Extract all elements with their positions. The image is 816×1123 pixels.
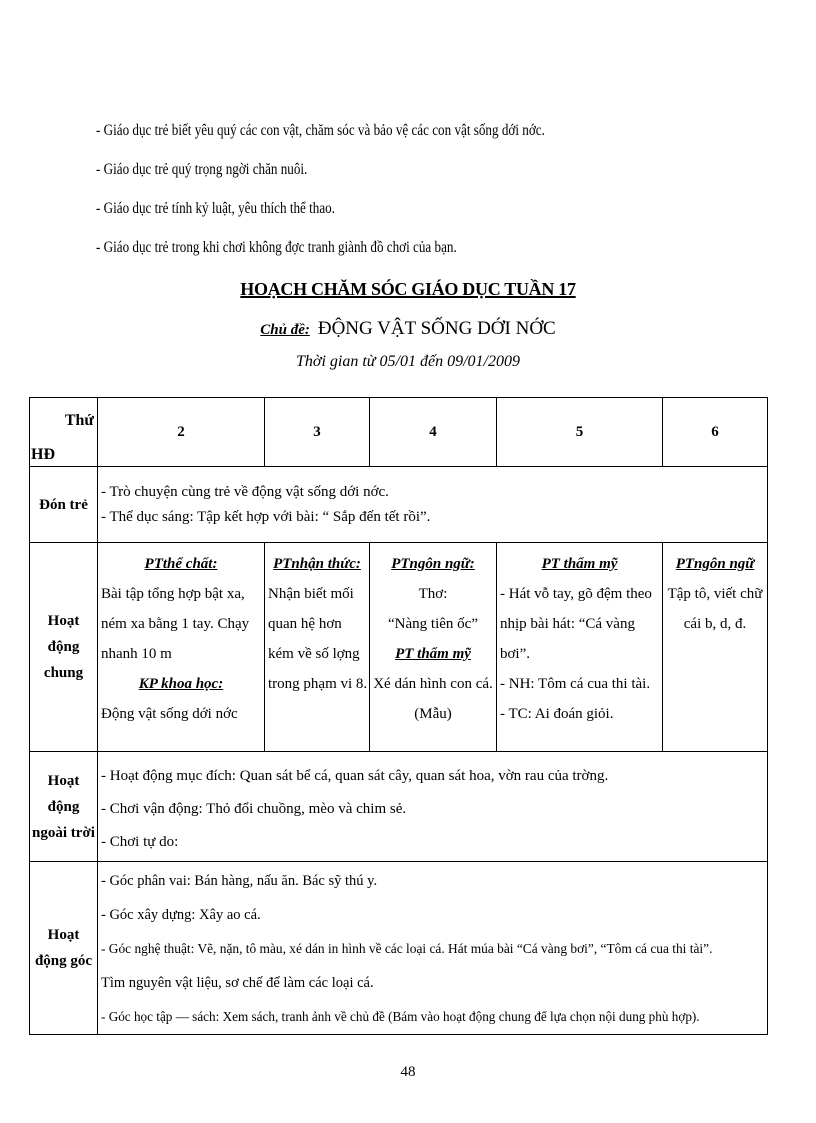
period-line: Thời gian từ 05/01 đến 09/01/2009 <box>296 353 520 370</box>
chung-2-line-2: ném xa bằng 1 tay. Chạy <box>101 616 250 632</box>
chung-3-line-2: quan hệ hơn <box>268 616 342 632</box>
content-hoat-dong-goc <box>98 862 768 1035</box>
day-5: 5 <box>497 398 663 467</box>
chung-3-line-3: kém về số lợng <box>268 646 360 662</box>
content-ngoai-troi <box>98 752 768 862</box>
chung-4-line-4: (Mẫu) <box>414 706 452 722</box>
subject-pt-the-chat: PTthể chất: <box>144 556 218 572</box>
chung-day-6 <box>663 543 768 752</box>
label-hoat-dong-chung <box>30 543 98 752</box>
chung-day-4 <box>370 543 497 752</box>
goc-line-3: - Góc nghệ thuật: Vẽ, nặn, tô màu, xé dán in hình về các loại cá. Hát múa bài “Cá vàng bơi”, “Tôm cá cua thi tài”. <box>101 941 713 956</box>
goal-line-3: - Giáo dục trẻ tính kỷ luật, yêu thích thể thao. <box>96 200 336 217</box>
ngoai-line-2: - Chơi vận động: Thỏ đổi chuồng, mèo và chim sẻ. <box>101 801 407 817</box>
chung-5-line-2: nhịp bài hát: “Cá vàng <box>500 616 635 632</box>
chung-2-line-4: Động vật sống dới nớc <box>101 706 238 722</box>
chung-day-2 <box>98 543 265 752</box>
label-hoat-dong-goc <box>30 862 98 1035</box>
ngoai-line-1: - Hoạt động mục đích: Quan sát bể cá, quan sát cây, quan sát hoa, vờn rau của trờng. <box>101 768 609 784</box>
ngoai-line-3: - Chơi tự do: <box>101 834 179 850</box>
chung-3-line-4: trong phạm vi 8. <box>268 676 368 692</box>
label-don-tre: Đón trẻ <box>30 467 98 543</box>
subject-pt-tham-my: PT thẩm mỹ <box>395 646 471 662</box>
subject-pt-tham-my-5: PT thẩm mỹ <box>541 556 618 572</box>
day-6: 6 <box>663 398 768 467</box>
chung-5-line-4: - NH: Tôm cá cua thi tài. <box>500 676 651 692</box>
chung-3-line-1: Nhận biết mối <box>268 586 354 602</box>
chung-day-5 <box>497 543 663 752</box>
chung-6-line-2: cái b, d, đ. <box>683 616 747 632</box>
goal-line-2: - Giáo dục trẻ quý trọng ngời chăn nuôi. <box>96 161 308 178</box>
chung-5-line-5: - TC: Ai đoán giỏi. <box>500 706 614 722</box>
subject-pt-ngon-ngu: PTngôn ngữ: <box>391 556 475 572</box>
schedule-table <box>29 397 768 1035</box>
header-row <box>30 398 768 467</box>
corner-top: Thứ <box>64 412 94 429</box>
day-4: 4 <box>370 398 497 467</box>
chung-6-line-1: Tập tô, viết chữ <box>667 586 763 602</box>
label-chung-3: chung <box>43 665 84 681</box>
label-goc-2: động góc <box>34 953 93 969</box>
corner-cell <box>30 398 98 467</box>
label-ngoai-2: động <box>47 798 80 815</box>
theme-line <box>0 318 816 340</box>
content-don-tre <box>98 467 768 543</box>
chung-2-line-1: Bài tập tổng hợp bật xa, <box>101 586 245 602</box>
goc-line-5: - Góc học tập — sách: Xem sách, tranh ảnh về chủ đề (Bám vào hoạt động chung để lựa chọn nội dung phù hợp). <box>101 1009 700 1024</box>
plan-title: HOẠCH CHĂM SÓC GIÁO DỤC TUẦN 17 <box>240 279 576 299</box>
goc-line-2: - Góc xây dựng: Xây ao cá. <box>101 907 261 923</box>
label-chung-1: Hoạt <box>47 613 80 629</box>
day-3: 3 <box>265 398 370 467</box>
day-2: 2 <box>98 398 265 467</box>
row-don-tre <box>30 467 768 543</box>
label-ngoai-1: Hoạt <box>47 772 80 789</box>
chung-day-3 <box>265 543 370 752</box>
theme-text: ĐỘNG VẬT SỐNG DỚI NỚC <box>317 318 556 339</box>
chung-5-line-1: - Hát vỗ tay, gõ đệm theo <box>500 586 652 602</box>
corner-bottom: HĐ <box>31 446 55 463</box>
chung-5-line-3: bơi”. <box>500 646 531 662</box>
chung-4-line-2: “Nàng tiên ốc” <box>388 616 478 632</box>
page-number: 48 <box>400 1064 416 1080</box>
row-hoat-dong-goc <box>30 862 768 1035</box>
label-ngoai-troi <box>30 752 98 862</box>
don-tre-line-2: - Thể dục sáng: Tập kết hợp với bài: “ Sắp đến tết rồi”. <box>101 508 431 525</box>
row-hoat-dong-chung <box>30 543 768 752</box>
chung-4-line-3: Xé dán hình con cá. <box>373 676 493 692</box>
subject-kp-khoa-hoc: KP khoa học: <box>138 676 224 692</box>
row-ngoai-troi <box>30 752 768 862</box>
subject-pt-nhan-thuc: PTnhận thức: <box>273 556 361 572</box>
don-tre-line-1: - Trò chuyện cùng trẻ về động vật sống dới nớc. <box>101 483 389 500</box>
theme-label: Chủ đề: <box>260 322 310 338</box>
goal-line-4: - Giáo dục trẻ trong khi chơi không đợc tranh giành đồ chơi của bạn. <box>96 239 457 256</box>
goc-line-4: Tìm nguyên vật liệu, sơ chế để làm các loại cá. <box>101 975 374 991</box>
label-chung-2: động <box>47 639 80 655</box>
subject-pt-ngon-ngu-6: PTngôn ngữ <box>675 556 755 572</box>
chung-2-line-3: nhanh 10 m <box>101 646 172 662</box>
goc-line-1: - Góc phân vai: Bán hàng, nấu ăn. Bác sỹ thú y. <box>101 873 378 889</box>
label-goc-1: Hoạt <box>47 927 80 943</box>
label-ngoai-3: ngoài trời <box>32 824 95 841</box>
goal-line-1: - Giáo dục trẻ biết yêu quý các con vật, chăm sóc và bảo vệ các con vật sống dới nớc. <box>96 122 545 139</box>
chung-4-line-1: Thơ: <box>418 586 448 602</box>
